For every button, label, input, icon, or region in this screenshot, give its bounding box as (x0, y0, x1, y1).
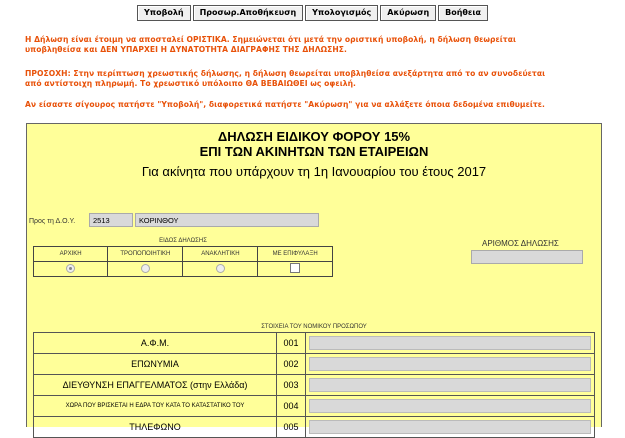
cancel-button[interactable]: Ακύρωση (380, 5, 436, 21)
afm-field[interactable] (309, 336, 591, 350)
final-submit-warning (25, 35, 615, 55)
reservation-checkbox[interactable] (290, 263, 300, 273)
company-name-field[interactable] (309, 357, 591, 371)
phone-label: ΤΗΛΕΦΩΝΟ (34, 417, 277, 438)
table-row (34, 333, 595, 354)
seat-country-field[interactable] (309, 399, 591, 413)
company-name-label: ΕΠΩΝΥΜΙΑ (34, 354, 277, 375)
doy-name-field[interactable]: ΚΟΡΙΝΘΟΥ (135, 213, 319, 227)
notice-line-2: από αντίστοιχη πληρωμή. Το χρεωστικό υπόλοιπο ΘΑ ΒΕΒΑΙΩΘΕΙ ως οφειλή. (25, 79, 356, 88)
field-code: 003 (277, 375, 306, 396)
declaration-type-table (33, 246, 333, 277)
doy-code-field[interactable]: 2513 (89, 213, 133, 227)
type-label-revoking: ΑΝΑΚΛΗΤΙΚΗ (183, 247, 258, 262)
table-row (34, 417, 595, 438)
declaration-type-group (33, 238, 333, 287)
type-label-reservation: ΜΕ ΕΠΙΦΥΛΑΞΗ (258, 247, 333, 262)
submit-button[interactable]: Υποβολή (137, 5, 191, 21)
table-row (34, 375, 595, 396)
declaration-number-label: ΑΡΙΘΜΟΣ ΔΗΛΩΣΗΣ (482, 239, 559, 248)
calculate-button[interactable]: Υπολογισμός (305, 5, 378, 21)
company-details-table (33, 332, 595, 438)
debit-notice (25, 69, 615, 89)
table-row (34, 354, 595, 375)
afm-label: Α.Φ.Μ. (34, 333, 277, 354)
seat-country-label: ΧΩΡΑ ΠΟΥ ΒΡΙΣΚΕΤΑΙ Η ΕΔΡΑ ΤΟΥ ΚΑΤΑ ΤΟ ΚΑΤΑΣΤΑΤΙΚΟ ΤΟΥ (34, 396, 277, 417)
amending-radio[interactable] (141, 264, 150, 273)
field-code: 002 (277, 354, 306, 375)
business-address-label: ΔΙΕΥΘΥΝΣΗ ΕΠΑΓΓΕΛΜΑΤΟΣ (στην Ελλάδα) (34, 375, 277, 396)
declaration-form (26, 123, 602, 432)
phone-field[interactable] (309, 420, 591, 434)
confirm-instruction: Αν είσαστε σίγουρος πατήστε "Υποβολή", διαφορετικά πατήστε "Ακύρωση" για να αλλάξετε όποια δεδομένα επιθυμείτε. (25, 100, 545, 109)
table-row (34, 396, 595, 417)
save-draft-button[interactable]: Προσωρ.Αποθήκευση (193, 5, 304, 21)
declaration-number-field[interactable] (471, 250, 583, 264)
field-code: 001 (277, 333, 306, 354)
declaration-type-heading: ΕΙΔΟΣ ΔΗΛΩΣΗΣ (159, 238, 207, 244)
warning-line-2: υποβληθείσα και ΔΕΝ ΥΠΑΡΧΕΙ Η ΔΥΝΑΤΟΤΗΤΑ ΔΙΑΓΡΑΦΗΣ ΤΗΣ ΔΗΛΩΣΗΣ. (25, 45, 347, 54)
help-button[interactable]: Βοήθεια (438, 5, 488, 21)
doy-label: Προς τη Δ.Ο.Υ. (29, 218, 76, 225)
form-title: ΔΗΛΩΣΗ ΕΙΔΙΚΟΥ ΦΟΡΟΥ 15% (217, 129, 411, 144)
type-label-amending: ΤΡΟΠΟΠΟΙΗΤΙΚΗ (108, 247, 183, 262)
initial-radio[interactable] (66, 264, 75, 273)
field-code: 004 (277, 396, 306, 417)
warning-line-1: Η Δήλωση είναι έτοιμη να αποσταλεί ΟΡΙΣΤΙΚΑ. Σημειώνεται ότι μετά την οριστική υποβολή, η δήλωση θεωρείται (25, 35, 516, 44)
form-period: Για ακίνητα που υπάρχουν τη 1η Ιανουαρίου του έτους 2017 (141, 164, 487, 179)
form-subtitle: ΕΠΙ ΤΩΝ ΑΚΙΝΗΤΩΝ ΤΩΝ ΕΤΑΙΡΕΙΩΝ (199, 144, 429, 159)
notice-line-1: ΠΡΟΣΟΧΗ: Στην περίπτωση χρεωστικής δήλωσης, η δήλωση θεωρείται υποβληθείσα ανεξάρτητα από το αν συνοδεύεται (25, 69, 546, 78)
field-code: 005 (277, 417, 306, 438)
type-label-initial: ΑΡΧΙΚΗ (34, 247, 108, 262)
revoking-radio[interactable] (216, 264, 225, 273)
business-address-field[interactable] (309, 378, 591, 392)
toolbar (0, 5, 625, 21)
company-details-heading: ΣΤΟΙΧΕΙΑ ΤΟΥ ΝΟΜΙΚΟΥ ΠΡΟΣΩΠΟΥ (261, 324, 367, 330)
